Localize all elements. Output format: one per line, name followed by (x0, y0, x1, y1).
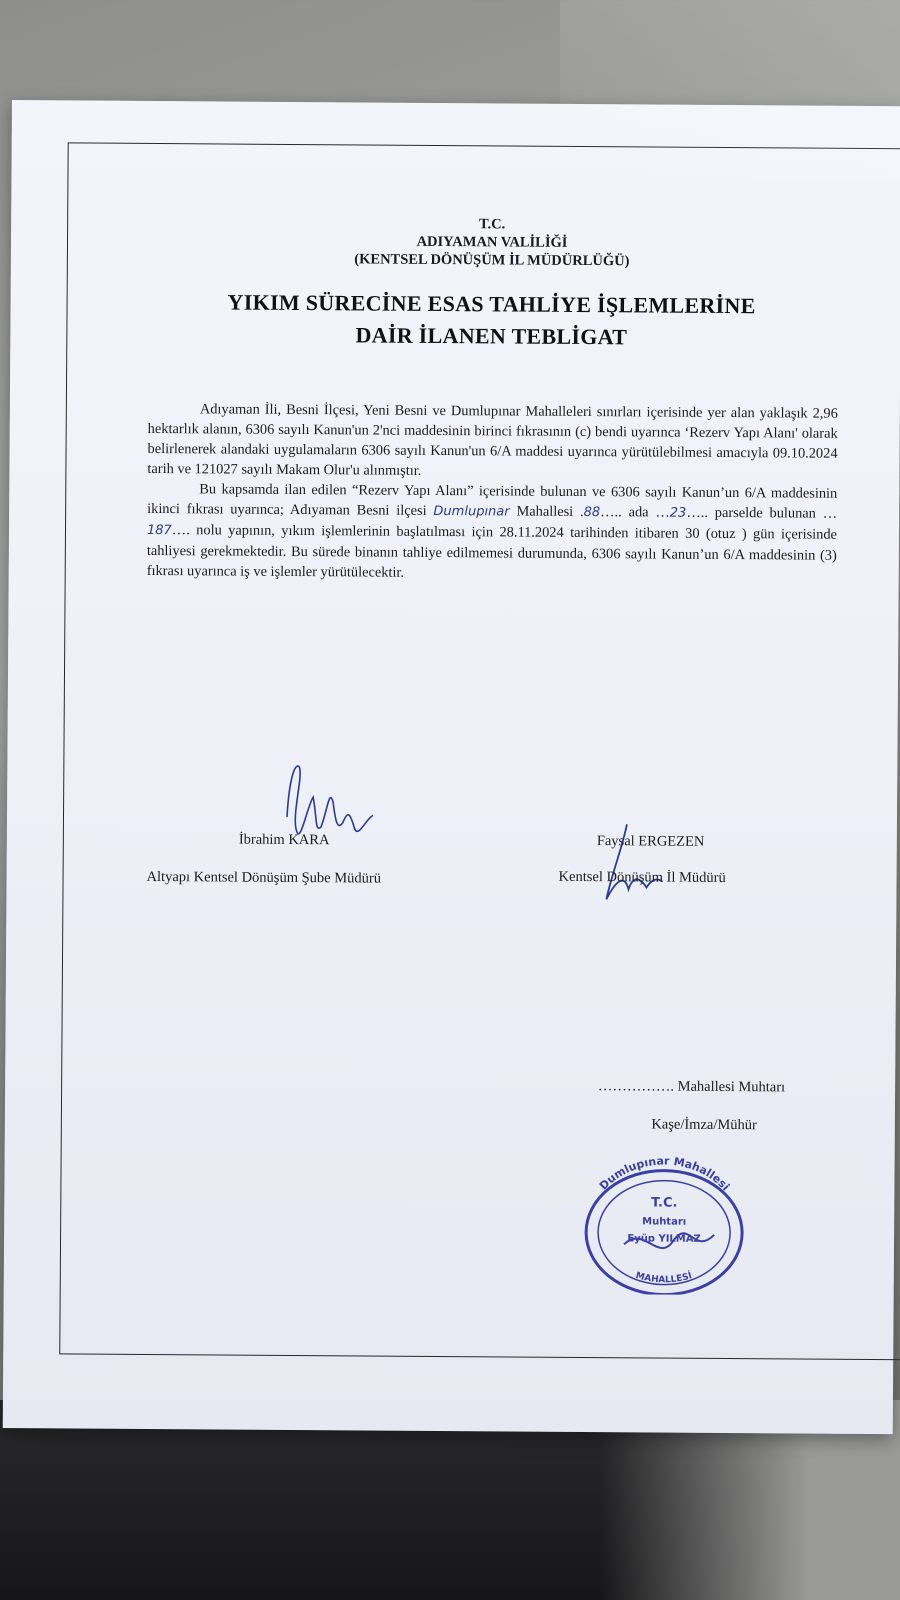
header-governorship: ADIYAMAN VALİLİĞİ (416, 233, 568, 251)
right-signatory-title: Kentsel Dönüşüm İl Müdürü (558, 868, 726, 887)
paragraph-1: Adıyaman İli, Besni İlçesi, Yeni Besni ve Dumlupınar Mahalleleri sınırları içerisinde yer alan yaklaşık 2,96 hektarlık alanın, 6306 sayılı Kanun'un 2'nci maddesinin birinci fıkrasının (c) bendi uyarınca ‘Rezerv Yapı Alanı' olarak belirlenerek alandaki uygulamaların 6306 sayılı Kanun'un 6/A maddesi uyarınca yürütülebilmesi amacıyla 09.10.2024 tarih ve 121027 sayılı Makam Olur'u alınmıştır. (147, 401, 838, 479)
handwritten-building-no: 187 (146, 522, 172, 539)
stamp-top-text: Dumlupınar Mahallesi (596, 1154, 733, 1194)
title-line-1: YIKIM SÜRECİNE ESAS TAHLİYE İŞLEMLERİNE (227, 289, 756, 319)
svg-text:Dumlupınar Mahallesi (597, 1154, 733, 1193)
stamp-signature-label: Kaşe/İmza/Mühür (651, 1116, 757, 1134)
handwritten-parsel: 23 (669, 505, 687, 521)
stamp-title: Muhtarı (642, 1216, 687, 1228)
p2-parsel: parselde bulunan (714, 504, 816, 522)
document-page (3, 100, 900, 1434)
right-signatory-name: Faysal ERGEZEN (596, 833, 705, 850)
header-directorate: (KENTSEL DÖNÜŞÜM İL MÜDÜRLÜĞÜ) (354, 251, 630, 270)
paragraph-2: Bu kapsamda ilan edilen “Rezerv Yapı Alanı” içerisinde bulunan ve 6306 sayılı Kanun’un 6/A maddesinin ikinci fıkrası uyarınca; Adıyaman Besni ilçesi Dumlupınar Mahallesi .88….. ada …23….. parselde bulunan …187…. nolu yapının, yıkım işlemlerinin başlatılması için 28.11.2024 tarihinden itibaren 30 (otuz ) gün içerisinde tahliyesi gerekmektedir. Bu sürede binanın tahliye edilmemesi durumunda, 6306 sayılı Kanun’un 6/A maddesinin (3) fıkrası uyarınca iş ve işlemler yürütülecektir. (146, 481, 838, 581)
title-line-2: DAİR İLANEN TEBLİGAT (355, 322, 628, 350)
handwritten-ada: 88 (583, 505, 601, 521)
left-signatory-name: İbrahim KARA (238, 831, 330, 849)
p2-intro: Bu kapsamda ilan edilen “Rezerv Yapı Alanı” içerisinde bulunan ve 6306 sayılı Kanun’un 6/A maddesinin ikinci fıkrası uyarınca; Adıyaman Besni ilçesi (147, 481, 838, 519)
document-header (67, 212, 900, 272)
svg-text:MAHALLESİ (634, 1270, 693, 1286)
header-tc: T.C. (478, 216, 506, 233)
document-title (66, 285, 900, 355)
p2-mahallesi: Mahallesi (516, 503, 574, 520)
left-signatory-title: Altyapı Kentsel Dönüşüm Şube Müdürü (146, 868, 382, 887)
stamp-bottom-text: MAHALLESİ (634, 1270, 694, 1286)
official-stamp (564, 1144, 765, 1295)
p2-rest: nolu yapının, yıkım işlemlerinin başlatılması için 28.11.2024 tarihinden itibaren 30 (otuz ) gün içerisinde tahliyesi gerekmektedir. Bu sürede binanın tahliye edilmemesi durumunda, 6306 sayılı Kanun’un 6/A maddesinin (3) fıkrası uyarınca iş ve işlemler yürütülecektir. (146, 522, 838, 581)
stamp-name: Eyüp YILMAZ (627, 1233, 701, 1245)
muhtar-block (525, 1076, 786, 1154)
notice-body (147, 399, 838, 586)
stamp-tc: T.C. (651, 1195, 678, 1211)
p2-ada: ada (628, 504, 649, 521)
muhtar-label: ……………. Mahallesi Muhtarı (597, 1078, 786, 1096)
handwritten-neighborhood: Dumlupınar (433, 503, 510, 520)
